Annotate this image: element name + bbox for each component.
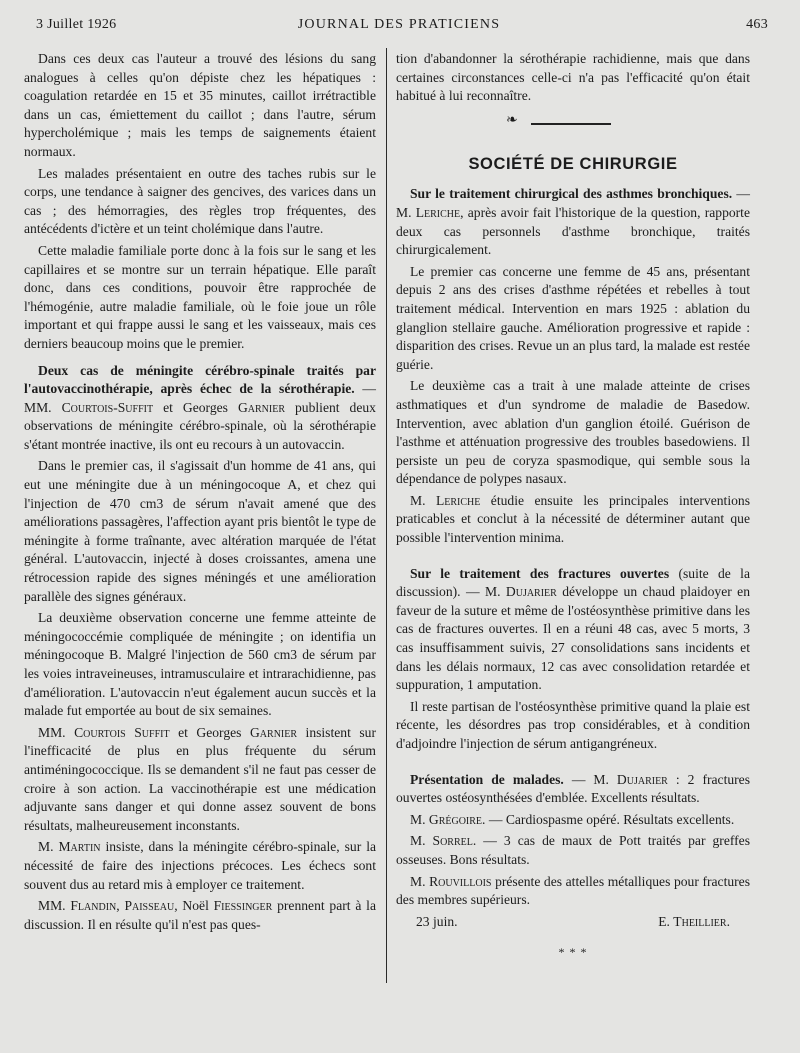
ornament-rule [531,123,611,125]
author-name: Garnier [249,724,298,740]
signature-line [396,913,750,932]
paragraph: M. Rouvillois présente des attelles métalliques pour fractures des membres supérieurs. [396,873,750,908]
article-presentation: Présentation de malades. — M. Dujarier : 2 fractures ouvertes ostéosynthésées d'emblée. Excellents résultats. [396,771,750,806]
author-name: Courtois Suffit [74,724,170,740]
author-name: Rouvillois [429,873,492,889]
article-title: Sur le traitement des fractures ouvertes [410,565,670,581]
paragraph: M. Leriche étudie ensuite les principales interventions praticables et conclut à la nécessité de déterminer autant que possible l'intervention minima. [396,492,750,546]
author-name: Grégoire [428,811,483,827]
section-title: SOCIÉTÉ DE CHIRURGIE [468,154,678,173]
right-column [396,50,750,962]
author-name: Dujarier [505,584,557,600]
paragraph: Le premier cas concerne une femme de 45 ans, présentant depuis 2 ans des crises d'asthme répétées et rebelles à tout traitement médical. Intervention en mars 1925 : ablation du glanglion stellaire gauche. Amélioration progressive et rapide : disparition des crises. Revue un an plus tard, la malade est restée guérie. [396,263,750,372]
article-title: Sur le traitement chirurgical des asthmes bronchiques. [410,186,733,202]
author-name: Leriche [435,492,481,508]
paragraph: Dans le premier cas, il s'agissait d'un homme de 41 ans, qui eut une méningite due à un méningocoque A, et chez qui l'injection de 470 cm3 de sérum n'avait amené que des améliorations passagères, l'affection ayant pris bientôt le type de méningite à forme traînante, avec altération marquée de l'état général. L'autovaccin, injecté à doses croissantes, amena une rétrocession rapide des signes méningés et une amélioration parallèle des signes généraux. [24,458,376,604]
paragraph: Dans ces deux cas l'auteur a trouvé des lésions du sang analogues à celles qu'on dépiste chez les hépatiques : coagulation retardée en 15 et 35 minutes, caillot irrétractible dans un cas, émiettement du caillot ; dans l'autre, sérum hypercholémique ; mais les temps de saignements étaient normaux. [24,51,376,159]
author-name: Martin [58,839,101,855]
author-name: Fiessinger [213,898,273,914]
author-name: Courtois-Suffit [61,399,154,415]
paragraph: M. Grégoire. — Cardiospasme opéré. Résultats excellents. [410,811,735,827]
left-column [24,50,376,937]
paragraph: MM. Flandin, Paisseau, Noël Fiessinger prennent part à la discussion. Il en résulte qu'il n'est pas ques- [24,898,376,932]
author-name: Dujarier [616,771,668,787]
paragraph: M. Martin insiste, dans la méningite cérébro-spinale, sur la nécessité de faire des injections précoces. Les échecs sont souvent dus au retard mis à employer ce traitement. [24,839,377,892]
end-asterism: * * * [558,945,588,960]
paragraph: Les malades présentaient en outre des taches rubis sur le corps, une tendance à saigner des gencives, des varices dans un cas ; des hémorragies, des règles trop fréquentes, des antécédents d'ictère et un teint cholémique dans l'autre. [24,165,376,237]
signature-name: Theillier [673,913,727,929]
author-name: Leriche [415,204,461,220]
paragraph: tion d'abandonner la sérothérapie rachidienne, mais que dans certaines circonstances celle-ci n'a pas l'efficacité qu'on était habitué à lui reconnaître. [396,51,750,104]
author-name: Flandin [70,898,117,914]
column-divider [386,48,387,983]
article-title: Présentation de malades. [410,771,564,787]
author-name: Sorrel [432,833,473,849]
paragraph: La deuxième observation concerne une femme atteinte de méningococcémie compliquée de méningite ; on identifia un méningocoque B. Malgré l'injection de 560 cm3 de sérum par les voies intraveineuses, intramusculaire et intrarachidienne, pas d'amélioration. L'autovaccin n'eut également aucun succès et la malade fut emportée au bout de six semaines. [24,610,376,719]
signature: E. Theillier. [658,913,730,929]
page-number: 463 [746,17,768,32]
article-asthme: Sur le traitement chirurgical des asthmes bronchiques. — M. Leriche, après avoir fait l'historique de la question, rapporte deux cas personnels d'asthme bronchique, traités chirurgicalement. [396,186,750,258]
paragraph: M. Sorrel. — 3 cas de maux de Pott traités par greffes osseuses. Bons résultats. [396,833,751,867]
journal-title: JOURNAL DES PRATICIENS [297,17,501,32]
header-date: 3 Juillet 1926 [36,17,117,32]
article-fractures: Sur le traitement des fractures ouvertes (suite de la discussion). — M. Dujarier développe un chaud plaidoyer en faveur de la suture et même de l'ostéosynthèse primitive dans les cas de fractures ouvertes. Il en a réuni 48 cas, avec 5 morts, 3 cas insuffisamment suivis, 27 consolidations sans incidents et dans les délais normaux, 12 cas avec consolidation retardée et suppuration, 1 amputation. [396,565,750,693]
article-title: Deux cas de méningite cérébro-spinale traités par l'autovaccinothérapie, après échec de la sérothérapie. [24,362,376,397]
page-header [30,17,768,39]
section-ornament [396,109,750,137]
paragraph: MM. Courtois Suffit et Georges Garnier insistent sur l'inefficacité de plus en plus fréquente du sérum antiméningococcique. Ils se demandent s'il ne faut pas cesser de croire à son action. La vaccinothérapie est une médication adjuvante sans danger et qui donne assez souvent de bons résultats, malheureusement inconstants. [24,724,376,833]
paragraph: Cette maladie familiale porte donc à la fois sur le sang et les capillaires et se montre sur un terrain hépatique. Elle paraît donc, dans ces conditions, pouvoir être rapprochée de l'hémogénie, autre maladie familiale, où le foie joue un rôle important et qui frappe aussi le sang et les vaisseaux, mais ces derniers beaucoup moins que le premier. [24,242,376,351]
author-name: Garnier [237,399,285,415]
article-meningite: Deux cas de méningite cérébro-spinale traités par l'autovaccinothérapie, après échec de la sérothérapie. — MM. Courtois-Suffit et Georges Garnier publient deux observations de méningite cérébro-spinale, où la sérothérapie s'étant montrée inactive, ils ont eu recours à un autovaccin. [24,362,376,452]
ornament-dot: ❧ [506,112,518,128]
author-name: Paisseau [124,898,175,914]
report-date: 23 juin. [416,913,458,929]
paragraph: Il reste partisan de l'ostéosynthèse primitive quand la plaie est récente, les désordres pas trop considérables, et à condition d'adjoindre l'injection de sérum antigangréneux. [396,698,750,751]
paragraph: Le deuxième cas a trait à une malade atteinte de crises asthmatiques et d'un syndrome de maladie de Basedow. Intervention, avec ablation d'un ganglion étoilé. Guérison de l'asthme et atténuation progressive des troubles basedowiens. Il persiste un peu de coryza spasmodique, qui semble sous la dépendance de polypes nasaux. [396,378,750,487]
